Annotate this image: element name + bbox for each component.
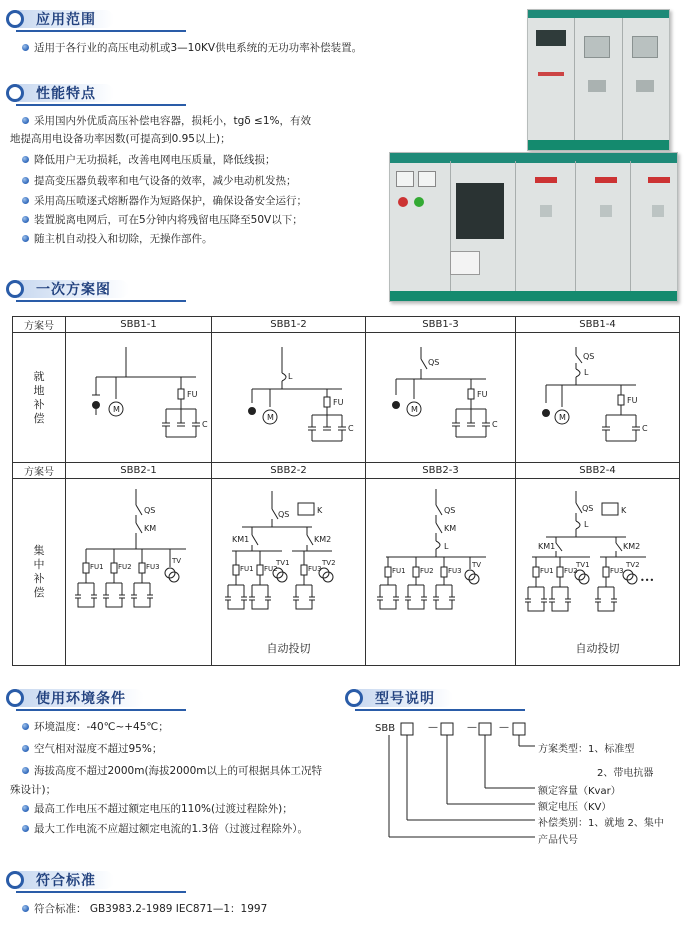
- circuit-diagram-sbb1-4: [516, 333, 680, 459]
- list-item: [22, 764, 322, 779]
- controller-label: K: [621, 505, 627, 515]
- list-item-continued: [10, 132, 231, 147]
- cabinet-seam: [622, 18, 623, 140]
- bullet-icon: [22, 825, 29, 832]
- section-header-features: [6, 82, 114, 104]
- model-line: 补偿类别：1、就地 2、集中: [538, 818, 664, 829]
- circle-bullet-icon: [6, 10, 24, 28]
- contactor-label: KM: [444, 524, 457, 533]
- model-dash: —: [499, 722, 509, 733]
- list-item-text: 地提高用电设备功率因数(可提高到0.95以上)；: [10, 133, 231, 145]
- bullet-icon: [22, 117, 29, 124]
- bullet-icon: [22, 197, 29, 204]
- bullet-icon: [22, 767, 29, 774]
- list-item: [22, 41, 362, 56]
- side-label-text: 集中补偿: [33, 544, 45, 599]
- cabinet-photo-2: [389, 152, 678, 302]
- cabinet-seam: [574, 18, 575, 140]
- indicator-light: [648, 177, 670, 183]
- reactor-label: L: [584, 368, 589, 377]
- section-title: 性能特点: [18, 84, 114, 102]
- circuit-diagram-sbb2-4: [516, 481, 680, 664]
- list-item-text: 采用高压喷逐式熔断器作为短路保护，确保设备安全运行；: [34, 195, 307, 207]
- list-item-text: 殊设计)；: [10, 784, 57, 796]
- cabinet-band: [390, 153, 677, 163]
- scheme-diagram-cell: [212, 333, 366, 463]
- section-header-standard: [6, 869, 114, 891]
- list-item-text: 符合标准： GB3983.2-1989 IEC871—1：1997: [34, 903, 268, 915]
- bullet-icon: [22, 177, 29, 184]
- scheme-diagram-cell: [516, 479, 680, 666]
- scheme-diagram-cell: [66, 333, 212, 463]
- model-dash: —: [428, 722, 438, 733]
- model-line: 方案类型：1、标准型: [538, 744, 635, 755]
- indicator-light: [535, 177, 557, 183]
- model-code-diagram: [375, 720, 685, 850]
- diagram-wrap: [212, 481, 365, 664]
- auto-switch-label: 自动投切: [266, 641, 311, 655]
- list-item-text: 环境温度：-40℃~+45℃；: [34, 721, 169, 733]
- circle-bullet-icon: [6, 689, 24, 707]
- bullet-icon: [22, 44, 29, 51]
- fuse-label: FU: [187, 390, 198, 399]
- scheme-diagram-cell: [212, 479, 366, 666]
- transformer-label: TV: [472, 561, 482, 569]
- meter-panel: [418, 171, 436, 187]
- bullet-icon: [22, 905, 29, 912]
- model-line: 额定容量（Kvar）: [538, 786, 621, 797]
- circuit-diagram-sbb2-2: [212, 481, 366, 664]
- capacitor-label: C: [348, 424, 354, 433]
- indicator-light: [595, 177, 617, 183]
- cabinet-band: [528, 10, 669, 18]
- more-dots: •••: [640, 575, 655, 585]
- list-item: [22, 153, 276, 168]
- cabinet-seam: [630, 161, 631, 291]
- window-panel: [600, 205, 612, 217]
- model-line: 2、带电抗器: [597, 768, 654, 779]
- circuit-diagram-sbb1-3: [366, 333, 516, 459]
- underline: [16, 104, 186, 106]
- list-item-text: 随主机自动投入和切除，无操作部件。: [34, 233, 213, 245]
- switch-label: QS: [583, 352, 595, 361]
- circle-bullet-icon: [6, 871, 24, 889]
- circuit-diagram-sbb1-2: [212, 333, 366, 459]
- model-line: 产品代号: [538, 835, 578, 846]
- bullet-icon: [22, 745, 29, 752]
- controller-label: K: [317, 505, 323, 515]
- underline: [16, 30, 186, 32]
- diagram-wrap: [516, 481, 679, 664]
- section-title: 应用范围: [18, 10, 114, 28]
- list-item-text: 最高工作电压不超过额定电压的110%(过渡过程除外)；: [34, 803, 293, 815]
- transformer-label: TV1: [576, 560, 590, 569]
- list-item: [22, 194, 307, 209]
- underline: [16, 709, 186, 711]
- fuse-label: FU1: [540, 566, 554, 575]
- contactor-label: KM2: [314, 534, 332, 544]
- cabinet-base: [528, 140, 669, 150]
- capacitor-label: C: [492, 420, 498, 429]
- cabinet-photo-1: [527, 9, 670, 151]
- list-item-text: 提高变压器负载率和电气设备的效率，减少电动机发热；: [34, 175, 297, 187]
- list-item: [22, 232, 213, 247]
- switch-label: QS: [278, 509, 290, 519]
- model-prefix: SBB: [375, 723, 396, 734]
- scheme-side-label: [13, 479, 66, 666]
- bullet-icon: [22, 156, 29, 163]
- switch-label: QS: [144, 506, 156, 515]
- transformer-label: TV2: [626, 560, 640, 569]
- switch-label: QS: [428, 358, 440, 367]
- fuse-label: FU: [477, 390, 488, 399]
- fuse-label: FU1: [392, 567, 406, 575]
- list-item-text: 海拔高度不超过2000m(海拔2000m以上的可根据具体工况特: [34, 765, 322, 777]
- model-dash: —: [467, 722, 477, 733]
- transformer-label: TV: [172, 557, 182, 565]
- underline: [355, 709, 525, 711]
- contactor-label: KM: [144, 524, 157, 533]
- scheme-diagram-cell: [516, 333, 680, 463]
- scheme-header: SBB1-3: [366, 317, 516, 333]
- window-panel: [456, 183, 504, 239]
- contactor-label: KM1: [538, 541, 556, 551]
- list-item-text: 空气相对湿度不超过95%；: [34, 743, 163, 755]
- section-title: 一次方案图: [18, 280, 129, 298]
- window-panel: [588, 80, 606, 92]
- cabinet-seam: [515, 161, 516, 291]
- transformer-label: TV1: [276, 558, 290, 567]
- indicator-light: [414, 197, 424, 207]
- list-item-text: 最大工作电流不应超过额定电流的1.3倍（过渡过程除外）。: [34, 823, 308, 835]
- contactor-label: KM1: [232, 534, 250, 544]
- circle-bullet-icon: [6, 84, 24, 102]
- indicator-light: [538, 72, 564, 76]
- section-title: 符合标准: [18, 871, 114, 889]
- fuse-label: FU2: [118, 563, 132, 571]
- side-label-text: 就地补偿: [33, 369, 45, 425]
- meter-panel: [536, 30, 566, 46]
- reactor-label: L: [444, 542, 449, 551]
- window-panel: [540, 205, 552, 217]
- contactor-label: KM2: [623, 541, 641, 551]
- section-header-application: [6, 8, 114, 30]
- circuit-diagram-sbb2-1: [66, 479, 212, 662]
- fuse-label: FU3: [308, 564, 322, 573]
- scheme-table: [12, 316, 680, 666]
- list-item-text: 装置脱离电网后，可在5分钟内将残留电压降至50V以下；: [34, 214, 303, 226]
- list-item-text: 适用于各行业的高压电动机或3—10KV供电系统的无功功率补偿装置。: [34, 42, 363, 54]
- fuse-label: FU1: [90, 563, 104, 571]
- motor-label: M: [559, 413, 566, 422]
- bullet-icon: [22, 805, 29, 812]
- section-title: 使用环境条件: [18, 689, 144, 707]
- fuse-label: FU3: [610, 566, 624, 575]
- handle-box: [450, 251, 480, 275]
- motor-label: M: [411, 405, 418, 414]
- indicator-light: [398, 197, 408, 207]
- motor-label: M: [113, 405, 120, 414]
- fuse-label: FU1: [240, 564, 254, 573]
- fuse-label: FU: [627, 396, 638, 405]
- circuit-diagram-sbb2-3: [366, 479, 516, 662]
- meter-panel: [584, 36, 610, 58]
- underline: [16, 891, 186, 893]
- list-item: [22, 720, 169, 735]
- reactor-label: L: [288, 372, 293, 381]
- transformer-label: TV2: [322, 558, 336, 567]
- circuit-diagram-sbb1-1: [66, 333, 212, 459]
- scheme-diagram-cell: [366, 333, 516, 463]
- circle-bullet-icon: [345, 689, 363, 707]
- list-item: [22, 174, 297, 189]
- scheme-diagram-cell: [66, 479, 212, 666]
- fuse-label: FU2: [564, 566, 578, 575]
- scheme-side-label: [13, 333, 66, 463]
- list-item: [22, 902, 267, 917]
- list-item: [22, 822, 308, 837]
- bullet-icon: [22, 216, 29, 223]
- capacitor-label: C: [642, 424, 648, 433]
- switch-label: QS: [444, 506, 456, 515]
- section-title: 型号说明: [357, 689, 453, 707]
- scheme-header: SBB1-4: [516, 317, 680, 333]
- reactor-label: L: [584, 519, 589, 529]
- scheme-header: SBB2-2: [212, 463, 366, 479]
- bullet-icon: [22, 235, 29, 242]
- list-item: [22, 802, 293, 817]
- fuse-label: FU3: [448, 567, 462, 575]
- fuse-label: FU3: [146, 563, 160, 571]
- list-item-text: 采用国内外优质高压补偿电容器，损耗小，tgδ ≤1%，有效: [34, 115, 311, 127]
- underline: [16, 300, 186, 302]
- meter-panel: [632, 36, 658, 58]
- model-line: 额定电压（KV）: [538, 802, 612, 813]
- scheme-header: SBB2-3: [366, 463, 516, 479]
- scheme-header: SBB1-1: [66, 317, 212, 333]
- scheme-label-cell: 方案号: [13, 317, 66, 333]
- capacitor-label: C: [202, 420, 208, 429]
- scheme-header: SBB2-1: [66, 463, 212, 479]
- cabinet-base: [390, 291, 677, 301]
- scheme-header: SBB1-2: [212, 317, 366, 333]
- switch-label: QS: [582, 503, 594, 513]
- fuse-label: FU2: [264, 564, 278, 573]
- circle-bullet-icon: [6, 280, 24, 298]
- list-item-text: 降低用户无功损耗，改善电网电压质量，降低线损；: [34, 154, 276, 166]
- window-panel: [636, 80, 654, 92]
- list-item: [22, 213, 303, 228]
- list-item: [22, 742, 162, 757]
- bullet-icon: [22, 723, 29, 730]
- section-header-model: [345, 687, 453, 709]
- scheme-diagram-cell: [366, 479, 516, 666]
- fuse-label: FU: [333, 398, 344, 407]
- cabinet-seam: [575, 161, 576, 291]
- section-header-scheme: [6, 278, 129, 300]
- section-header-environment: [6, 687, 144, 709]
- motor-label: M: [267, 413, 274, 422]
- auto-switch-label: 自动投切: [575, 641, 620, 655]
- list-item-continued: [10, 783, 56, 798]
- fuse-label: FU2: [420, 567, 434, 575]
- scheme-label-cell: 方案号: [13, 463, 66, 479]
- list-item: [22, 114, 311, 129]
- meter-panel: [396, 171, 414, 187]
- window-panel: [652, 205, 664, 217]
- scheme-header: SBB2-4: [516, 463, 680, 479]
